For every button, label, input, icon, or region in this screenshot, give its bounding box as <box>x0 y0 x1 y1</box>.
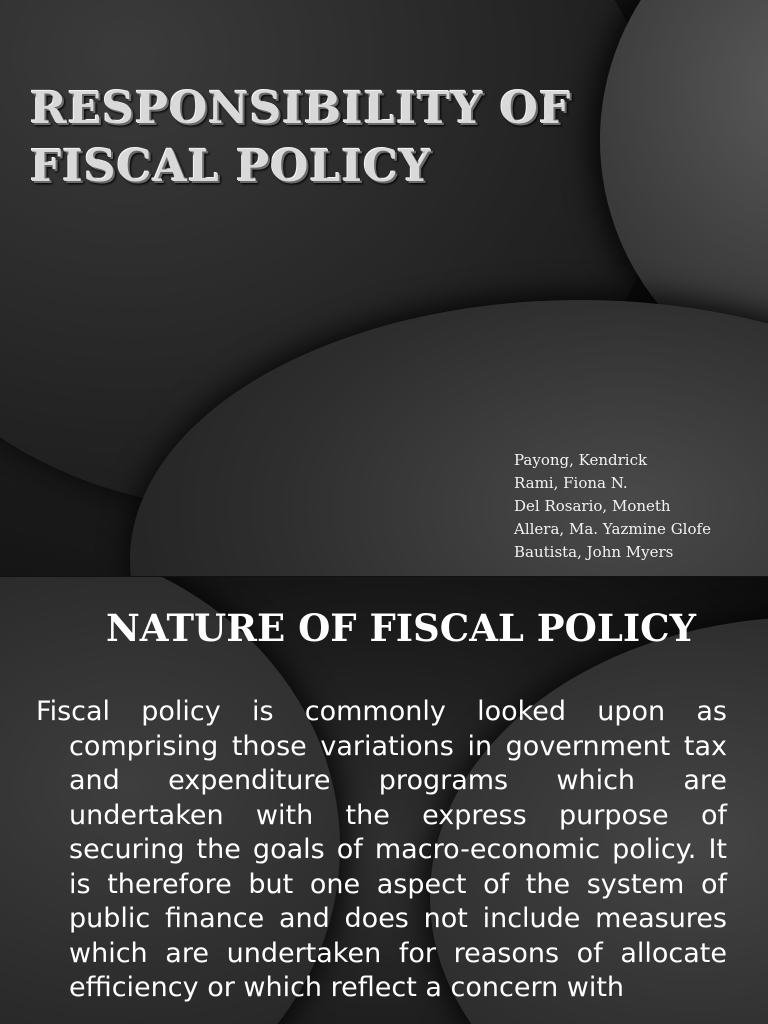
slide-body-text: Fiscal policy is commonly looked upon as comprising those variations in government tax and expenditure programs which are undertaken with the express purpose of securing the goals of macro-economic policy. It is therefore but one aspect of the system of public finance and does not include measures which are undertaken for reasons of allocate efficiency or which reflect a concern with <box>36 696 727 1003</box>
author-name: Allera, Ma. Yazmine Glofe <box>514 520 711 538</box>
slide-title-line: FISCAL POLICY <box>30 141 432 192</box>
author-name: Del Rosario, Moneth <box>514 497 671 515</box>
author-name: Rami, Fiona N. <box>514 474 628 492</box>
author-name: Payong, Kendrick <box>514 451 648 469</box>
content-slide <box>0 576 768 1024</box>
slide-title <box>30 80 571 196</box>
author-name: Bautista, John Myers <box>514 543 674 561</box>
author-list <box>514 449 711 564</box>
slide-heading: NATURE OF FISCAL POLICY <box>105 606 697 650</box>
slide-title-line: RESPONSIBILITY OF <box>30 83 572 134</box>
